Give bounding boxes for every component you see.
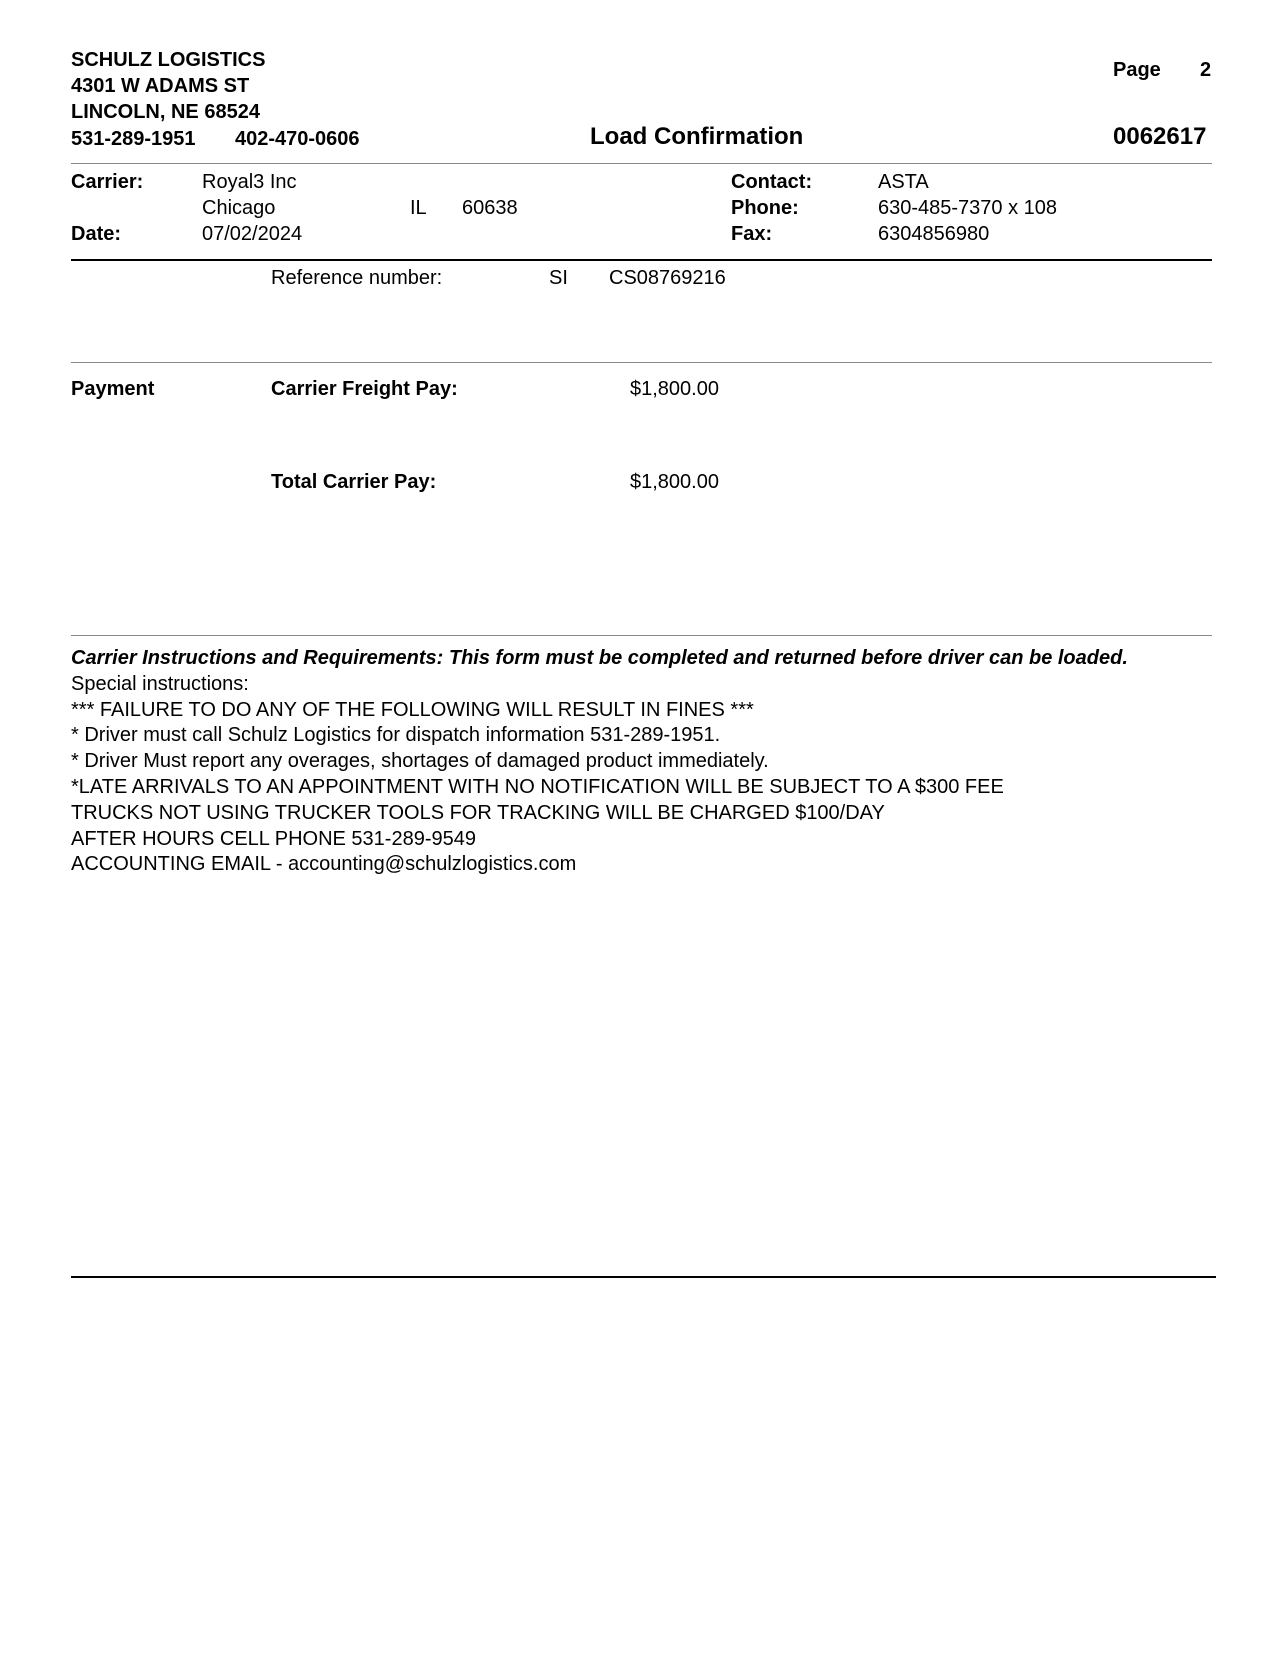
instruction-line: AFTER HOURS CELL PHONE 531-289-9549 — [71, 827, 476, 850]
instruction-line: TRUCKS NOT USING TRUCKER TOOLS FOR TRACKING WILL BE CHARGED $100/DAY — [71, 801, 885, 824]
instruction-line: *LATE ARRIVALS TO AN APPOINTMENT WITH NO NOTIFICATION WILL BE SUBJECT TO A $300 FEE — [71, 775, 1004, 798]
carrier-name: Royal3 Inc — [202, 171, 297, 193]
freight-pay-value: $1,800.00 — [630, 378, 719, 400]
company-phone-secondary: 402-470-0606 — [235, 128, 360, 150]
document-number: 0062617 — [1113, 123, 1207, 150]
instructions-title: Carrier Instructions and Requirements: This form must be completed and returned before driver can be loaded. — [71, 647, 1128, 669]
document-title: Load Confirmation — [590, 123, 804, 150]
phone-value: 630-485-7370 x 108 — [878, 197, 1058, 219]
carrier-zip: 60638 — [462, 197, 518, 219]
company-phone-primary: 531-289-1951 — [71, 128, 196, 150]
instruction-line: * Driver must call Schulz Logistics for dispatch information 531-289-1951. — [71, 724, 721, 747]
carrier-instructions — [71, 646, 1221, 878]
instruction-line: *** FAILURE TO DO ANY OF THE FOLLOWING WILL RESULT IN FINES *** — [71, 698, 754, 721]
payment-divider — [71, 635, 1212, 636]
carrier-label: Carrier: — [71, 171, 144, 193]
date-label: Date: — [71, 223, 122, 245]
payment-section-label: Payment — [71, 378, 155, 400]
footer-divider — [71, 1276, 1216, 1278]
carrier-state: IL — [410, 197, 427, 219]
fax-value: 6304856980 — [878, 223, 990, 245]
header-divider — [71, 163, 1212, 164]
total-pay-value: $1,800.00 — [630, 471, 719, 493]
contact-value: ASTA — [878, 171, 929, 193]
reference-label: Reference number: — [271, 267, 443, 289]
total-pay-label: Total Carrier Pay: — [271, 471, 437, 493]
phone-label: Phone: — [731, 197, 799, 219]
company-name: SCHULZ LOGISTICS — [71, 49, 266, 71]
freight-pay-label: Carrier Freight Pay: — [271, 378, 458, 400]
contact-label: Contact: — [731, 171, 813, 193]
page-number: 2 — [1200, 59, 1212, 81]
page-label: Page — [1113, 59, 1161, 81]
instruction-line: Special instructions: — [71, 672, 249, 695]
reference-type: SI — [549, 267, 568, 289]
company-address-line1: 4301 W ADAMS ST — [71, 75, 250, 97]
carrier-divider — [71, 259, 1212, 261]
instruction-line: ACCOUNTING EMAIL - accounting@schulzlogistics.com — [71, 853, 577, 876]
fax-label: Fax: — [731, 223, 773, 245]
company-address-line2: LINCOLN, NE 68524 — [71, 101, 260, 123]
reference-number: CS08769216 — [609, 267, 726, 289]
date-value: 07/02/2024 — [202, 223, 303, 245]
reference-divider — [71, 362, 1212, 363]
instruction-line: * Driver Must report any overages, shortages of damaged product immediately. — [71, 750, 769, 773]
carrier-city: Chicago — [202, 197, 276, 219]
